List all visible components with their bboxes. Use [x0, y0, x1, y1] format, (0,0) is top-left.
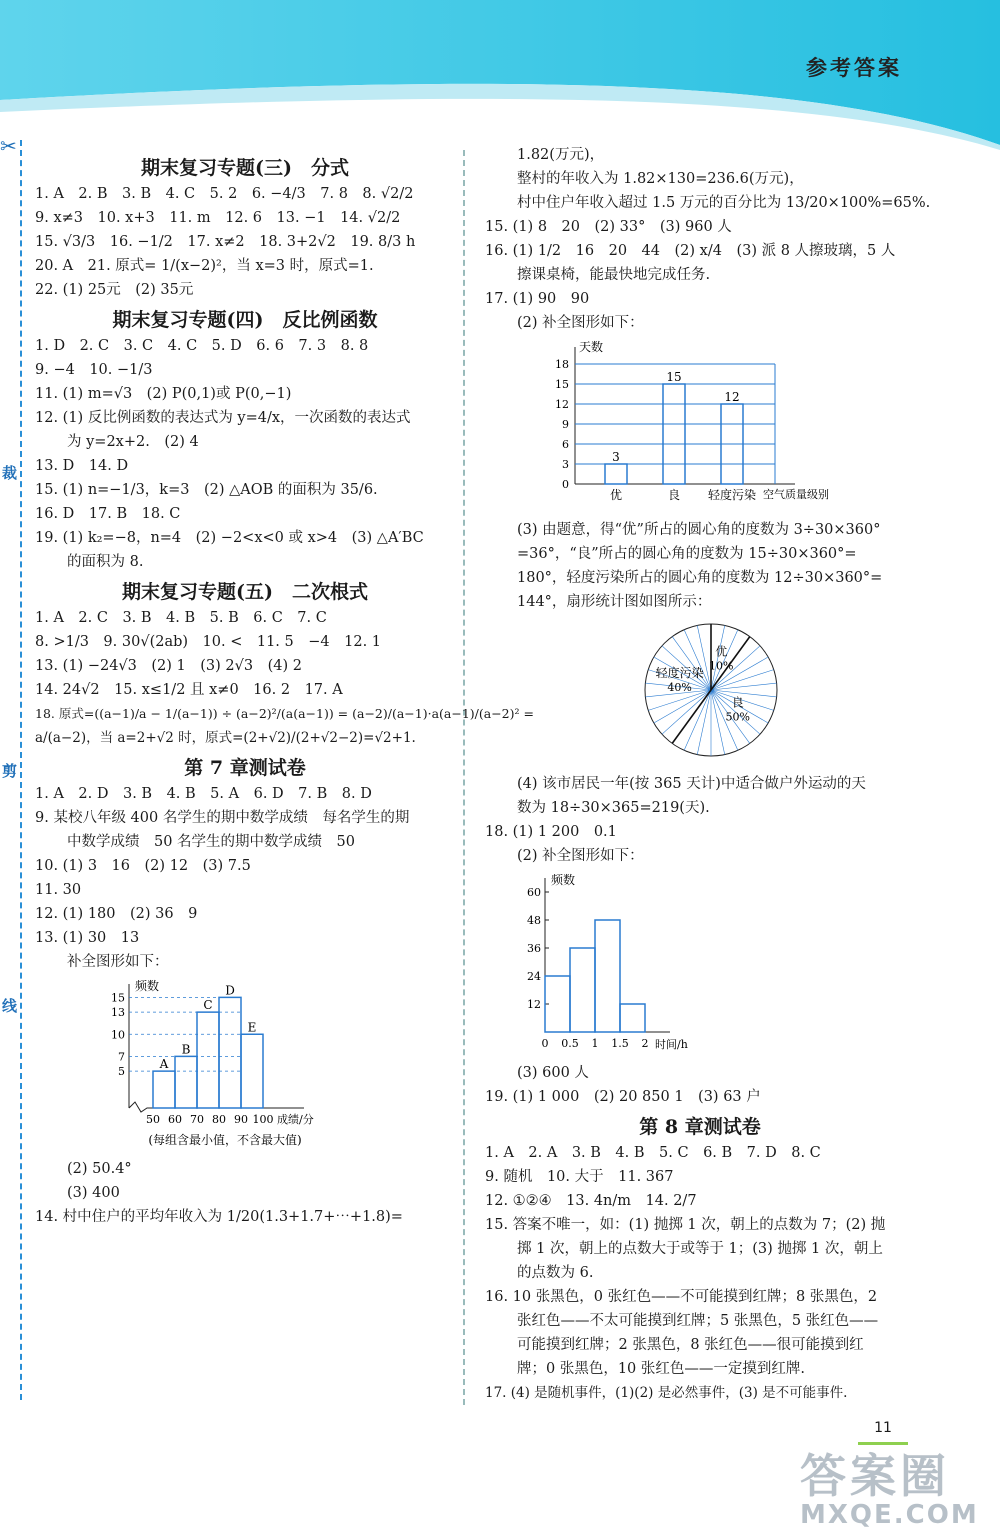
answer-line: 1. A 2. C 3. B 4. B 5. B 6. C 7. C: [35, 610, 327, 626]
answer-line: 13. (1) −24√3 (2) 1 (3) 2√3 (4) 2: [35, 658, 302, 674]
watermark-url: MXQE.COM: [800, 1500, 979, 1530]
air-quality-bar-chart: [535, 339, 865, 514]
answer-line: (3) 600 人: [517, 1065, 589, 1081]
x-tick-label: 轻度污染: [707, 488, 757, 502]
right-column: [485, 143, 931, 1405]
answer-line: (2) 50.4°: [67, 1161, 132, 1177]
bar: [663, 384, 685, 484]
bar: [605, 464, 627, 484]
x-axis-label: 成绩/分: [277, 1113, 314, 1126]
y-tick-label: 3: [562, 458, 569, 471]
answer-line: 10. (1) 3 16 (2) 12 (3) 7.5: [35, 858, 251, 874]
answer-line: 牌；0 张黑色，10 张红色——一定摸到红牌.: [517, 1361, 806, 1377]
answer-line: 9. −4 10. −1/3: [35, 362, 153, 378]
x-axis-label: 空气质量级别: [763, 488, 829, 501]
answer-line: 12. (1) 反比例函数的表达式为 y=4/x，一次函数的表达式: [35, 410, 411, 426]
answer-line: 18. 原式=((a−1)/a − 1/(a−1)) ÷ (a−2)²/(a(a−1)) = (a−2)/(a−1)·a(a−1)/(a−2)² =: [35, 706, 534, 721]
answer-line: 1. D 2. C 3. C 4. C 5. D 6. 6 7. 3 8. 8: [35, 338, 369, 354]
y-tick-label: 15: [111, 991, 125, 1005]
y-tick-label: 7: [118, 1050, 125, 1064]
answer-line: 11. (1) m=√3 (2) P(0,1)或 P(0,−1): [35, 386, 292, 402]
y-tick-label: 24: [527, 970, 541, 983]
answer-line: (2) 补全图形如下：: [517, 315, 644, 331]
answer-line: 11. 30: [35, 882, 82, 898]
y-tick-label: 5: [118, 1065, 125, 1079]
pie-label: 轻度污染: [655, 665, 704, 680]
answer-line: 12. ①②④ 13. 4n/m 14. 2/7: [485, 1193, 697, 1209]
data-label: 12: [724, 390, 740, 404]
answer-line: 18. (1) 1 200 0.1: [485, 824, 617, 840]
pie-percent: 40%: [667, 680, 692, 694]
data-label: 15: [666, 370, 682, 384]
bar: [153, 1071, 175, 1108]
answer-line: 14. 村中住户的平均年收入为 1/20(1.3+1.7+⋯+1.8)=: [35, 1209, 403, 1225]
answer-line: 数为 18÷30×365=219(天).: [517, 800, 710, 816]
x-tick-label: 100: [252, 1113, 274, 1126]
answer-line: 可能摸到红牌；2 张黑色，8 张红色——很可能摸到红: [517, 1337, 864, 1353]
answer-line: 15. (1) n=−1/3，k=3 (2) △AOB 的面积为 35/6.: [35, 482, 378, 498]
y-tick-label: 12: [527, 998, 541, 1011]
answer-line: 1.82(万元)，: [517, 147, 605, 163]
x-tick-label: 2: [641, 1037, 649, 1050]
x-tick-label: 90: [234, 1113, 248, 1126]
section-title: 期末复习专题(四) 反比例函数: [112, 309, 378, 331]
answer-line: 的面积为 8.: [67, 554, 144, 570]
answer-line: (4) 该市居民一年(按 365 天计)中适合做户外运动的天: [517, 776, 866, 792]
answer-line: 16. 10 张黑色，0 张红色——不可能摸到红牌；8 张黑色，2: [485, 1289, 878, 1305]
answer-line: 9. x≠3 10. x+3 11. m 12. 6 13. −1 14. √2/2: [35, 210, 401, 226]
answer-line: 12. (1) 180 (2) 36 9: [35, 906, 198, 922]
answer-line: 8. >1/3 9. 30√(2ab) 10. < 11. 5 −4 12. 1: [35, 634, 382, 650]
watermark: [800, 1440, 979, 1530]
answer-line: 13. D 14. D: [35, 458, 129, 474]
answer-block: [35, 1157, 455, 1229]
answer-line: 17. (4) 是随机事件，(1)(2) 是必然事件，(3) 是不可能事件.: [485, 1385, 848, 1401]
answer-line: 9. 某校八年级 400 名学生的期中数学成绩 每名学生的期: [35, 810, 410, 826]
x-tick-label: 1: [591, 1037, 599, 1050]
x-tick-label: 60: [168, 1113, 182, 1126]
section-title: 第 7 章测试卷: [184, 757, 306, 779]
pie-label: 优: [715, 644, 728, 659]
answer-line: 为 y=2x+2. (2) 4: [67, 434, 199, 450]
cut-label-2: 剪: [2, 762, 18, 780]
column-divider: [463, 150, 465, 1405]
cut-label-1: 裁: [2, 464, 18, 482]
pie-ray: [662, 690, 711, 734]
y-tick-label: 13: [111, 1006, 125, 1020]
answer-line: 16. (1) 1/2 16 20 44 (2) x/4 (3) 派 8 人擦玻璃，5 人: [485, 243, 896, 259]
page-number: 11: [858, 1420, 908, 1445]
pie-percent: 50%: [725, 710, 750, 724]
time-histogram: [515, 872, 705, 1057]
y-tick-label: 9: [562, 418, 569, 431]
x-tick-label: 良: [667, 488, 681, 502]
answer-line: 144°，扇形统计图如图所示：: [517, 594, 712, 610]
x-tick-label: 80: [212, 1113, 226, 1126]
x-axis-label: 时间/h: [655, 1038, 688, 1051]
answer-line: 的点数为 6.: [517, 1265, 594, 1281]
answer-line: 19. (1) k₂=−8，n=4 (2) −2<x<0 或 x>4 (3) △A′BC: [35, 530, 424, 546]
answer-line: =36°，“良”所占的圆心角的度数为 15÷30×360°=: [517, 546, 857, 562]
chart-note: (每组含最小值，不含最大值): [148, 1133, 302, 1147]
answer-line: 15. √3/3 16. −1/2 17. x≠2 18. 3+2√2 19. 8/3 h: [35, 234, 416, 250]
y-tick-label: 18: [555, 358, 569, 371]
x-tick-label: 0: [541, 1037, 549, 1050]
answer-line: 1. A 2. D 3. B 4. B 5. A 6. D 7. B 8. D: [35, 786, 372, 802]
answer-line: 补全图形如下：: [67, 954, 169, 970]
watermark-logo: 答案圈: [800, 1449, 950, 1503]
answer-line: 1. A 2. A 3. B 4. B 5. C 6. B 7. D 8. C: [485, 1145, 821, 1161]
bar: [241, 1034, 263, 1108]
answer-line: 15. (1) 8 20 (2) 33° (3) 960 人: [485, 219, 732, 235]
answer-block: [35, 782, 455, 974]
x-tick-label: 70: [190, 1113, 204, 1126]
answer-line: a/(a−2)，当 a=2+√2 时，原式=(2+√2)/(2+√2−2)=√2+1.: [35, 730, 416, 746]
pie-label: 良: [731, 695, 744, 710]
y-tick-label: 15: [555, 378, 569, 391]
answer-line: 15. 答案不唯一，如：(1) 抛掷 1 次，朝上的点数为 7；(2) 抛: [485, 1217, 886, 1233]
answer-line: (2) 补全图形如下：: [517, 848, 644, 864]
y-tick-label: 36: [527, 942, 541, 955]
y-tick-label: 10: [111, 1028, 125, 1042]
answer-line: 掷 1 次，朝上的点数大于或等于 1；(3) 抛掷 1 次，朝上: [517, 1241, 883, 1257]
answer-line: 20. A 21. 原式= 1/(x−2)²，当 x=3 时，原式=1.: [35, 258, 374, 274]
section-title: 期末复习专题(五) 二次根式: [122, 581, 368, 603]
answer-line: 19. (1) 1 000 (2) 20 850 1 (3) 63 户: [485, 1089, 761, 1105]
answer-line: 14. 24√2 15. x≤1/2 且 x≠0 16. 2 17. A: [35, 682, 343, 698]
answer-line: 17. (1) 90 90: [485, 291, 590, 307]
y-axis-label: 频数: [551, 873, 576, 887]
bar: [175, 1056, 197, 1108]
y-axis-label: 天数: [579, 340, 604, 354]
answer-line: 1. A 2. B 3. B 4. C 5. 2 6. −4/3 7. 8 8. √2/2: [35, 186, 414, 202]
answer-line: 16. D 17. B 18. C: [35, 506, 181, 522]
answer-line: 中数学成绩 50 名学生的期中数学成绩 50: [67, 834, 356, 850]
bar: [219, 997, 241, 1108]
y-tick-label: 6: [562, 438, 569, 451]
bar-label: C: [203, 998, 213, 1013]
bar: [595, 920, 620, 1032]
y-tick-label: 48: [527, 914, 541, 927]
scissors-icon: ✂: [0, 134, 17, 158]
answer-line: 整村的年收入为 1.82×130=236.6(万元)，: [517, 171, 804, 187]
pie-percent: 10%: [708, 659, 734, 673]
bar: [197, 1012, 219, 1108]
answer-line: (3) 400: [67, 1185, 120, 1201]
bar-label: D: [225, 983, 235, 998]
answer-line: 村中住户年收入超过 1.5 万元的百分比为 13/20×100%=65%.: [517, 195, 931, 211]
answer-line: 张红色——不太可能摸到红牌；5 张黑色，5 张红色——: [517, 1313, 879, 1329]
answer-line: 9. 随机 10. 大于 11. 367: [485, 1169, 674, 1185]
answer-block: [35, 606, 534, 750]
y-tick-label: 0: [562, 478, 569, 491]
answer-block: [35, 182, 455, 302]
x-tick-label: 1.5: [611, 1037, 629, 1050]
y-tick-label: 60: [527, 886, 541, 899]
answer-block: [35, 334, 455, 574]
bar: [620, 1004, 645, 1032]
y-tick-label: 12: [555, 398, 569, 411]
bar-label: A: [159, 1057, 169, 1072]
bar-label: E: [247, 1020, 257, 1035]
answer-line: 擦课桌椅，能最快地完成任务.: [517, 267, 711, 283]
x-tick-label: 0.5: [561, 1037, 579, 1050]
answer-line: (3) 由题意，得“优”所占的圆心角的度数为 3÷30×360°: [517, 522, 881, 538]
answer-line: 22. (1) 25元 (2) 35元: [35, 282, 194, 298]
x-tick-label: 50: [146, 1113, 160, 1126]
bar-label: B: [181, 1042, 191, 1057]
section-title: 第 8 章测试卷: [639, 1116, 761, 1138]
header-label: 参考答案: [806, 56, 902, 80]
answer-line: 13. (1) 30 13: [35, 930, 140, 946]
score-histogram: [111, 978, 415, 1153]
bar: [570, 948, 595, 1032]
section-title: 期末复习专题(三) 分式: [141, 157, 349, 179]
x-tick-label: 优: [609, 488, 623, 502]
x-axis: [129, 1102, 304, 1112]
air-quality-pie-chart: [633, 618, 793, 768]
cut-label-3: 线: [2, 997, 18, 1015]
answer-block: [485, 1141, 915, 1405]
y-axis-label: 频数: [135, 979, 160, 993]
answer-line: 180°，轻度污染所占的圆心角的度数为 12÷30×360°=: [517, 570, 883, 586]
data-label: 3: [612, 450, 620, 464]
